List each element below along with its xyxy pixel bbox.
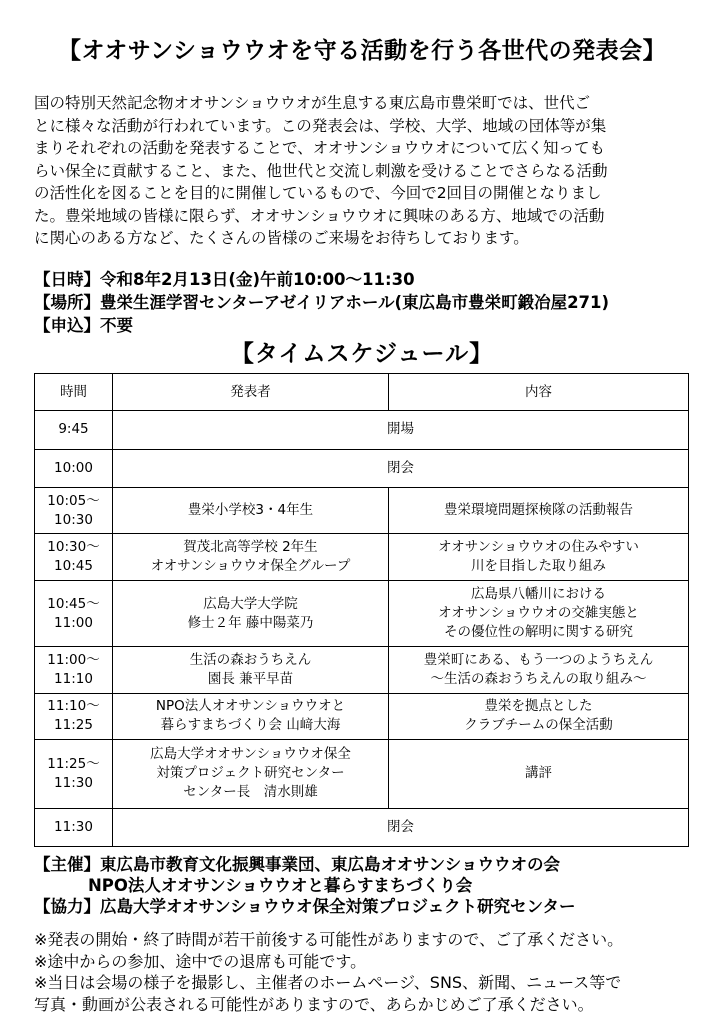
intro-line: に関心のある方など、たくさんの皆様のご来場をお待ちしております。 xyxy=(34,229,529,247)
host-line: 【主催】東広島市教育文化振興事業団、東広島オオサンショウウオの会 xyxy=(34,855,560,874)
event-info xyxy=(34,268,694,337)
presenter-cell-line: NPO法人オオサンショウウオと xyxy=(155,698,346,715)
content-cell-line: オオサンショウウオの住みやすい xyxy=(438,539,639,556)
presenter-cell-line: センター長 清水則雄 xyxy=(183,784,318,801)
content-cell xyxy=(389,580,689,647)
time-cell-line: 10:05～ xyxy=(47,492,100,509)
presenter-cell-line: 生活の森おうちえん xyxy=(189,651,312,668)
content-cell-line: クラブチームの保全活動 xyxy=(464,717,613,734)
presenter-cell xyxy=(113,740,389,809)
content-cell-line: 豊栄を拠点とした xyxy=(484,698,593,715)
time-cell xyxy=(35,580,113,647)
presenter-cell xyxy=(113,647,389,693)
time-cell-line: 10:30 xyxy=(54,511,93,528)
table-row xyxy=(35,693,689,739)
time-cell-line: 10:30～ xyxy=(47,539,100,556)
time-cell-line: 11:00 xyxy=(54,614,93,631)
presenter-cell-line: 豊栄小学校3・4年生 xyxy=(187,502,314,519)
content-cell xyxy=(389,693,689,739)
content-cell xyxy=(389,740,689,809)
table-row xyxy=(35,449,689,487)
schedule-title: 【タイムスケジュール】 xyxy=(230,341,494,367)
presenter-cell-line: オオサンショウウオ保全グループ xyxy=(150,558,351,575)
time-cell-line: 11:25 xyxy=(54,717,93,734)
time-cell xyxy=(35,411,113,449)
note-line: ※発表の開始・終了時間が若干前後する可能性がありますので、ご了承ください。 xyxy=(34,930,624,949)
time-cell xyxy=(35,449,113,487)
presenter-cell xyxy=(113,487,389,533)
table-row xyxy=(35,487,689,533)
time-cell-line: 11:10 xyxy=(54,670,93,687)
intro-line: た。豊栄地域の皆様に限らず、オオサンショウウオに興味のある方、地域での活動 xyxy=(34,206,605,225)
content-cell-line: 豊栄環境問題探検隊の活動報告 xyxy=(444,502,633,519)
merged-cell: 閉会 xyxy=(113,449,689,487)
time-cell-line: 9:45 xyxy=(58,421,89,438)
table-row xyxy=(35,740,689,809)
time-cell-line: 10:45 xyxy=(54,558,93,575)
merged-cell: 開場 xyxy=(113,411,689,449)
time-cell-line: 11:10～ xyxy=(47,698,100,715)
host-line-2: NPO法人オオサンショウウオと暮らすまちづくり会 xyxy=(88,876,473,895)
page-title: 【オオサンショウウオを守る活動を行う各世代の発表会】 xyxy=(57,38,667,64)
time-cell-line: 11:00～ xyxy=(47,651,100,668)
time-cell xyxy=(35,740,113,809)
intro-paragraph xyxy=(34,92,696,250)
presenter-cell xyxy=(113,534,389,580)
table-row xyxy=(35,808,689,846)
intro-line: とに様々な活動が行われています。この発表会は、学校、大学、地域の団体等が集 xyxy=(34,116,607,135)
table-row xyxy=(35,534,689,580)
event-apply: 【申込】不要 xyxy=(34,316,133,335)
intro-line: らい保全に貢献すること、また、他世代と交流し刺激を受けることでさらなる活動 xyxy=(34,161,608,180)
presenter-cell-line: 修士２年 藤中陽菜乃 xyxy=(187,614,314,631)
content-cell-line: ～生活の森おうちえんの取り組み～ xyxy=(430,670,647,687)
intro-line: 国の特別天然記念物オオサンショウウオが生息する東広島市豊栄町では、世代ご xyxy=(34,94,591,112)
time-cell-line: 11:30 xyxy=(54,818,93,835)
intro-line: まりそれぞれの活動を発表することで、オオサンショウウオについて広く知っても xyxy=(34,139,605,157)
time-cell-line: 11:25～ xyxy=(47,755,100,772)
time-cell xyxy=(35,647,113,693)
presenter-cell-line: 賀茂北高等学校 2年生 xyxy=(183,539,318,556)
presenter-cell xyxy=(113,693,389,739)
presenter-cell-line: 対策プロジェクト研究センター xyxy=(156,765,345,782)
content-cell-line: オオサンショウウオの交雑実態と xyxy=(438,605,639,621)
content-cell-line: 川を目指した取り組み xyxy=(471,558,606,575)
content-cell-line: 豊栄町にある、もう一つのようちえん xyxy=(423,651,654,668)
table-row xyxy=(35,411,689,449)
time-cell-line: 11:30 xyxy=(54,774,93,791)
content-cell xyxy=(389,647,689,693)
time-cell xyxy=(35,534,113,580)
time-cell xyxy=(35,808,113,846)
time-cell-line: 10:00 xyxy=(54,459,93,476)
content-cell xyxy=(389,487,689,533)
header-presenter: 発表者 xyxy=(113,374,389,411)
content-cell xyxy=(389,534,689,580)
time-cell xyxy=(35,487,113,533)
presenter-cell-line: 広島大学大学院 xyxy=(203,595,298,612)
header-content: 内容 xyxy=(389,374,689,411)
presenter-cell xyxy=(113,580,389,647)
intro-line: の活性化を図ることを目的に開催しているもので、今回で2回目の開催となりまし xyxy=(34,184,602,202)
time-cell-line: 10:45～ xyxy=(47,595,100,612)
presenter-cell-line: 園長 兼平早苗 xyxy=(207,670,294,687)
presenter-cell-line: 広島大学オオサンショウウオ保全 xyxy=(150,746,351,763)
cooperation-line: 【協力】広島大学オオサンショウウオ保全対策プロジェクト研究センター xyxy=(34,897,576,916)
event-datetime: 【日時】令和8年2月13日(金)午前10:00～11:30 xyxy=(34,270,415,289)
header-time: 時間 xyxy=(35,374,113,411)
presenter-cell-line: 暮らすまちづくり会 山﨑大海 xyxy=(160,717,341,734)
organizers xyxy=(34,854,704,917)
table-header-row xyxy=(35,374,689,411)
note-line: 写真・動画が公表される可能性がありますので、あらかじめご了承ください。 xyxy=(34,994,594,1014)
merged-cell: 閉会 xyxy=(113,808,689,846)
notes xyxy=(34,929,704,1015)
time-cell xyxy=(35,693,113,739)
note-line: ※当日は会場の様子を撮影し、主催者のホームページ、SNS、新聞、ニュース等で xyxy=(34,973,622,992)
table-row xyxy=(35,580,689,647)
content-cell-line: 広島県八幡川における xyxy=(471,586,606,602)
note-line: ※途中からの参加、途中での退席も可能です。 xyxy=(34,951,367,971)
schedule-table xyxy=(34,373,689,847)
content-cell-line: その優位性の解明に関する研究 xyxy=(444,624,633,640)
content-cell-line: 講評 xyxy=(525,765,552,782)
event-place: 【場所】豊栄生涯学習センターアゼイリアホール(東広島市豊栄町鍛冶屋271) xyxy=(34,293,610,312)
table-row xyxy=(35,647,689,693)
